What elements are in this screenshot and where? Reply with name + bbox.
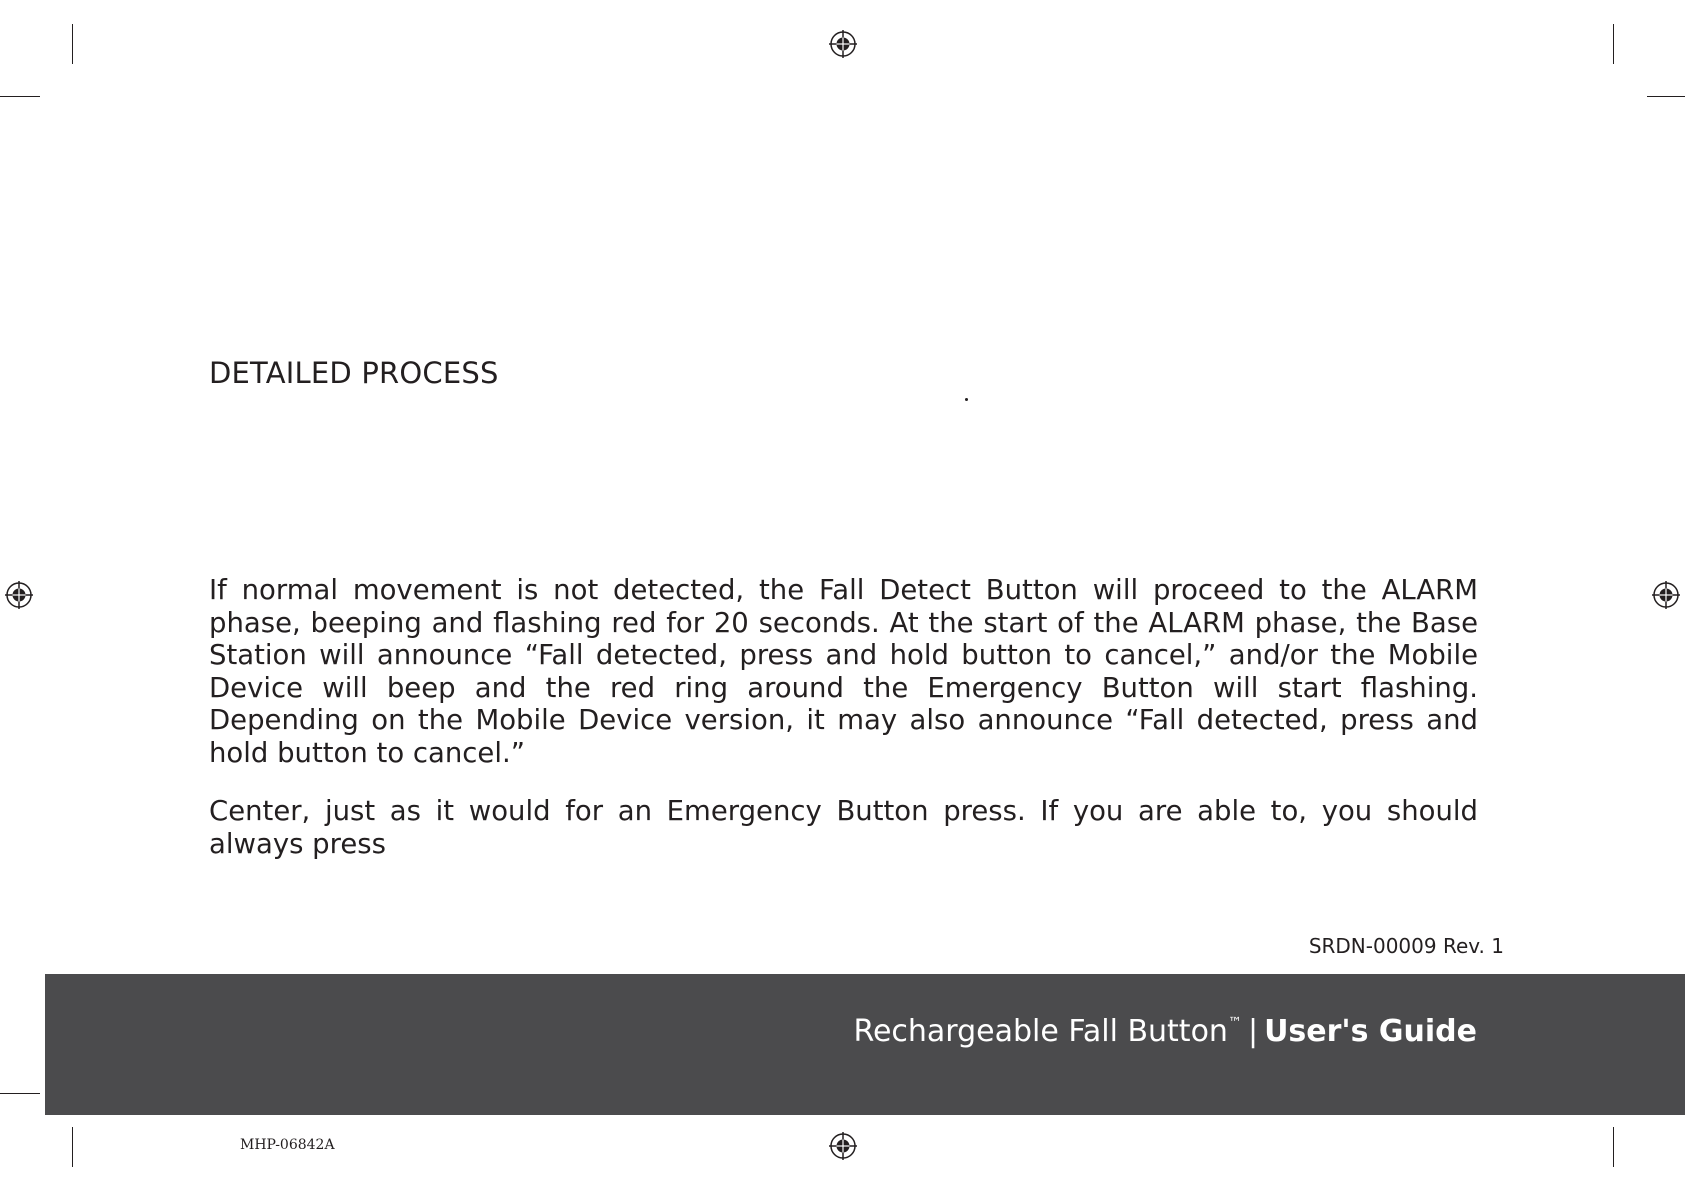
registration-mark-icon	[4, 580, 34, 610]
crop-mark-bottom-left	[72, 1127, 73, 1167]
registration-mark-icon	[828, 29, 858, 59]
crop-mark-top-left	[72, 24, 73, 64]
trademark-symbol: ™	[1227, 1015, 1242, 1031]
footer-separator: |	[1247, 1014, 1259, 1049]
crop-mark-top-right-horizontal	[1647, 96, 1685, 97]
crop-mark-top-right	[1613, 24, 1614, 64]
crop-mark-top-left-horizontal	[0, 96, 40, 97]
registration-mark-icon	[1651, 580, 1681, 610]
footer-title	[853, 1014, 1477, 1049]
print-code: MHP-06842A	[240, 1137, 335, 1153]
body-paragraph-center: Center, just as it would for an Emergency Button press. If you are able to, you should always press	[209, 795, 1478, 860]
crop-mark-bottom-left-horizontal	[0, 1093, 40, 1094]
body-paragraph-alarm-phase: If normal movement is not detected, the Fall Detect Button will proceed to the ALARM phase, beeping and flashing red for 20 seconds. At the start of the ALARM phase, the Base Station will announce “Fall detected, press and hold button to cancel,” and/or the Mobile Device will beep and the red ring around the Emergency Button will start flashing. Depending on the Mobile Device version, it may also announce “Fall detected, press and hold button to cancel.”	[209, 574, 1478, 769]
crop-mark-bottom-right	[1613, 1127, 1614, 1167]
document-code: SRDN-00009 Rev. 1	[1308, 934, 1504, 958]
stray-dot	[965, 398, 968, 401]
section-heading: DETAILED PROCESS	[209, 356, 499, 390]
footer-product-name: Rechargeable Fall Button	[853, 1014, 1228, 1049]
footer-guide-label: User's Guide	[1264, 1014, 1477, 1049]
registration-mark-icon	[828, 1131, 858, 1161]
